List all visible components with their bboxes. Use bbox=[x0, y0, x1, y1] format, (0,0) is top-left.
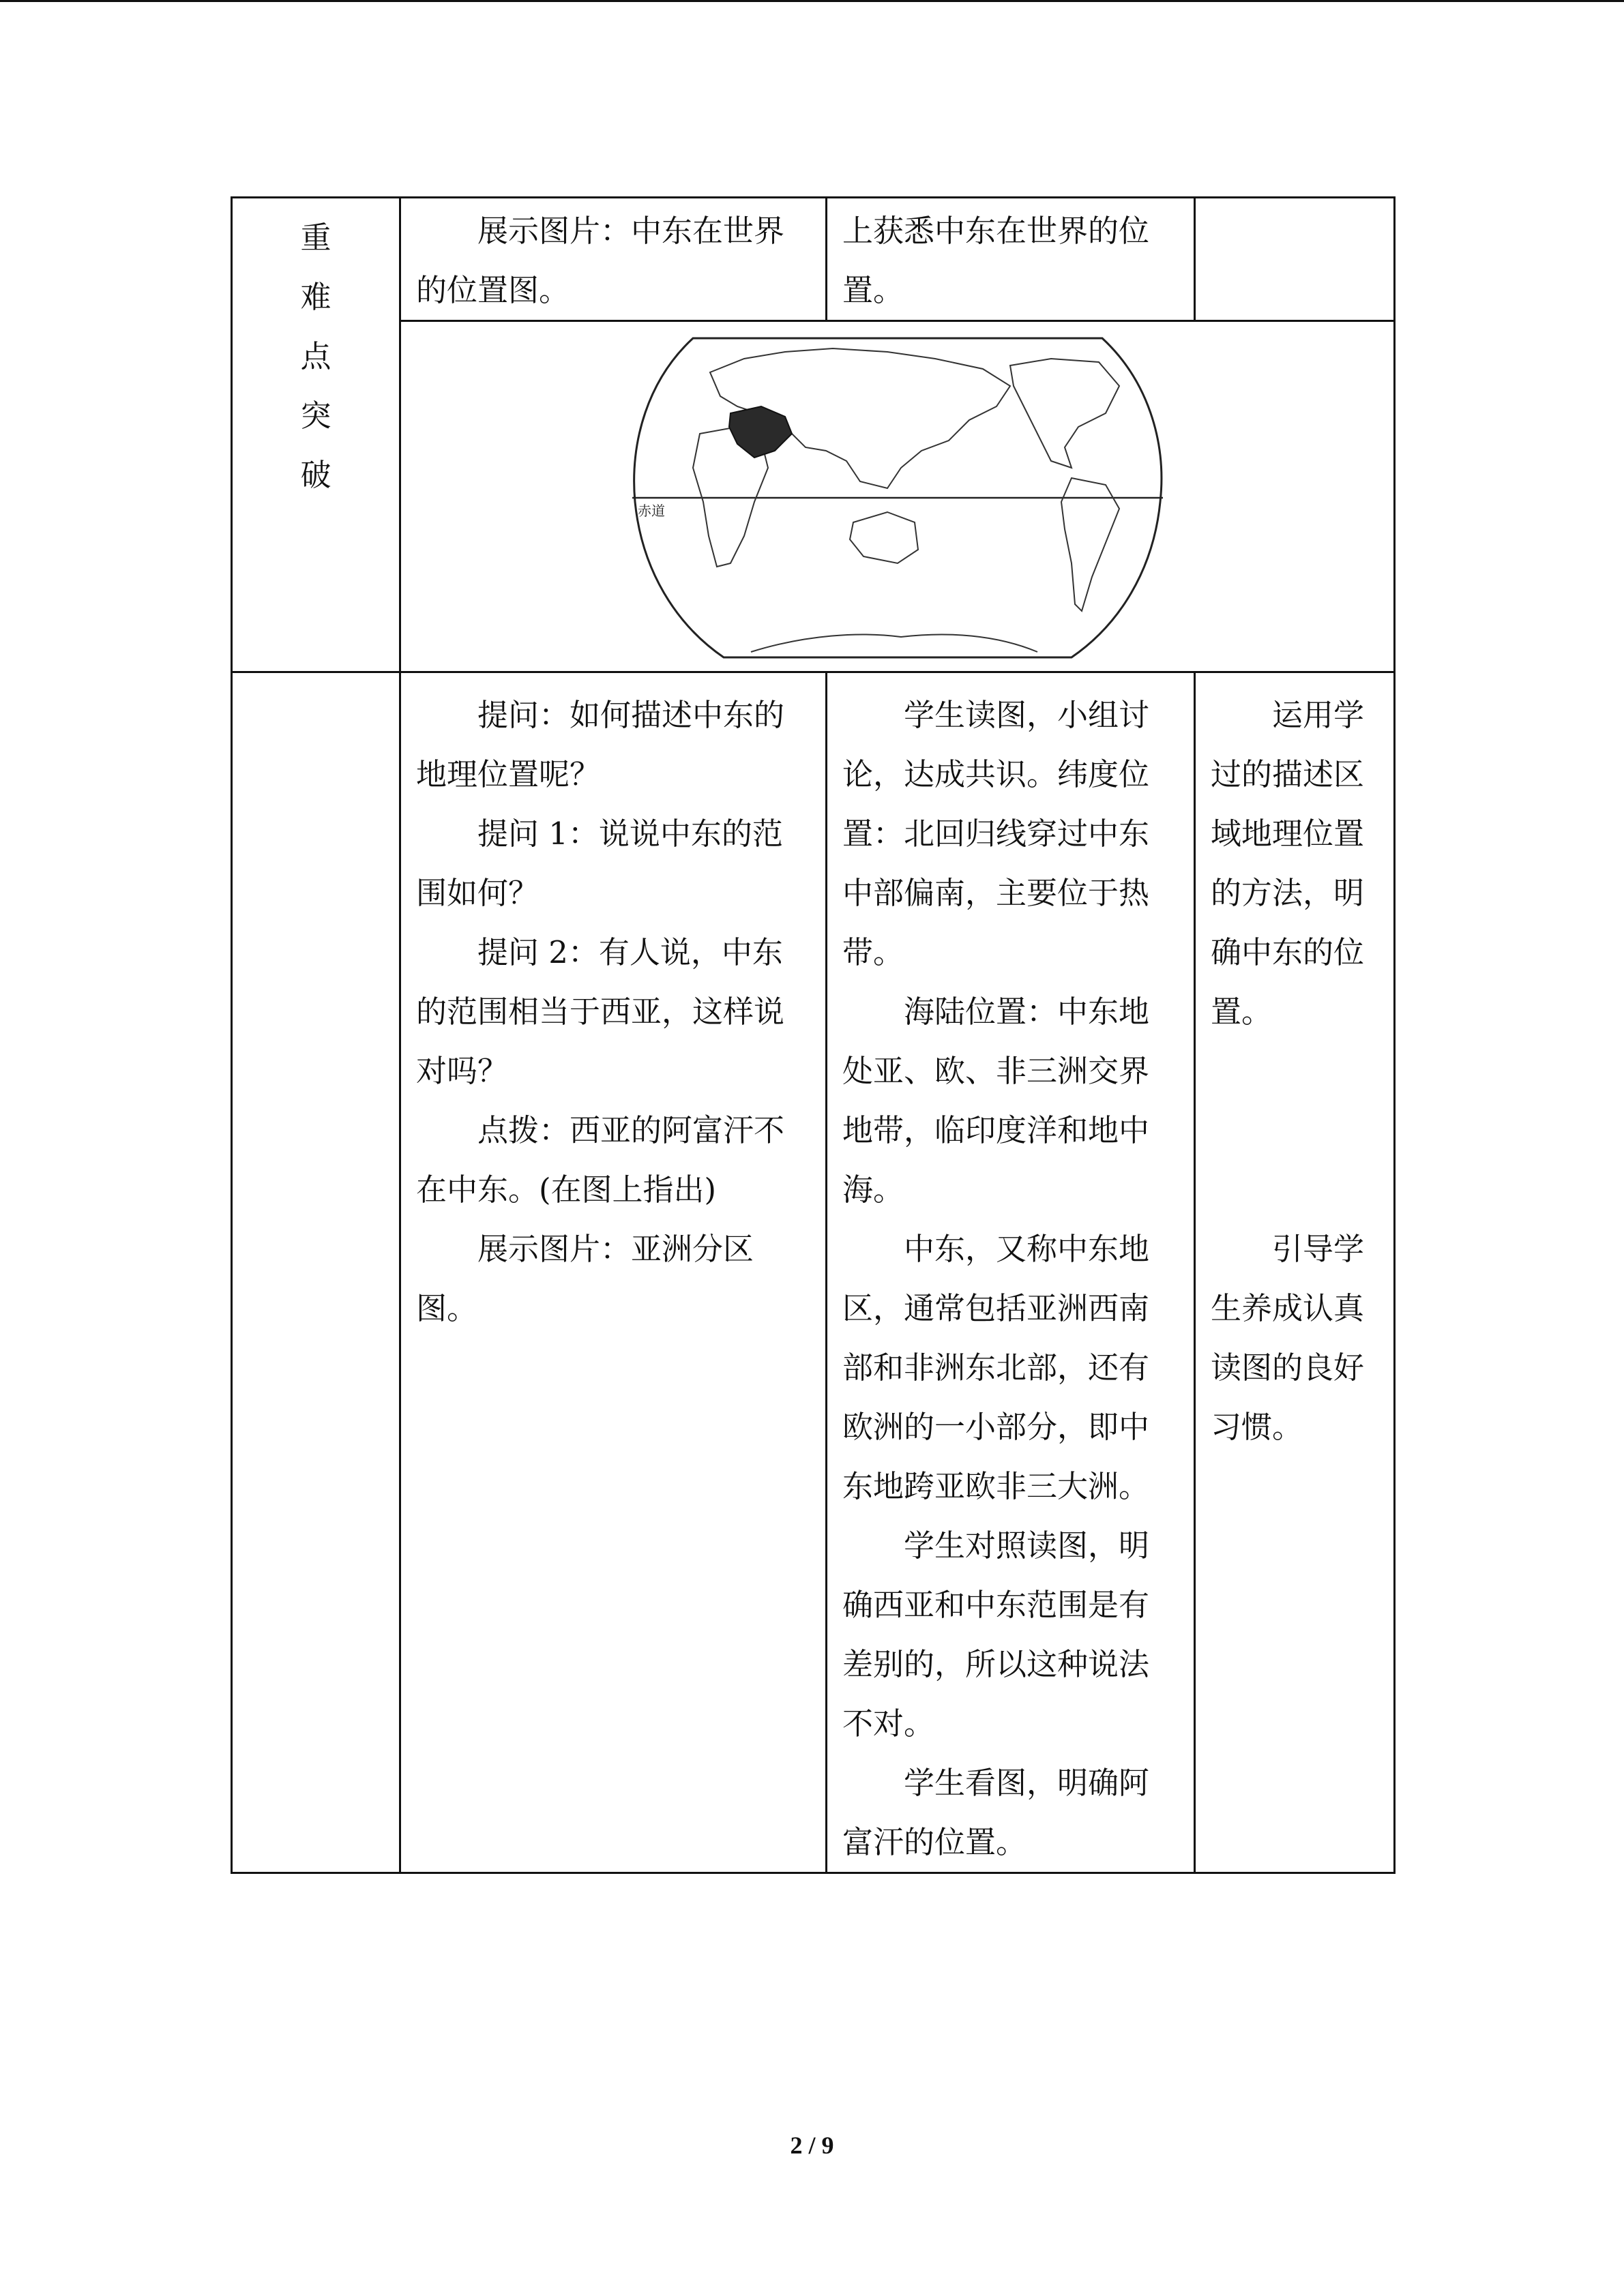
section-label-char: 点 bbox=[300, 338, 331, 374]
student-activity-cell bbox=[827, 672, 1195, 1873]
design-intent-cell bbox=[1195, 672, 1395, 1873]
teacher-activity-cell bbox=[400, 198, 827, 321]
teacher-activity-text: 点拨：西亚的阿富汗不在中东。(在图上指出) bbox=[416, 1112, 785, 1208]
teacher-activity-text: 展示图片：中东在世界的位置图。 bbox=[416, 213, 785, 308]
section-label bbox=[233, 198, 399, 505]
page-top-rule bbox=[0, 0, 1624, 2]
section-label-char: 重 bbox=[300, 220, 331, 256]
design-intent-text: 引导学生养成认真读图的良好习惯。 bbox=[1211, 1231, 1365, 1445]
page-number: 2 / 9 bbox=[790, 2132, 834, 2159]
student-activity-text: 学生读图，小组讨论，达成共识。纬度位置：北回归线穿过中东中部偏南，主要位于热带。 bbox=[842, 697, 1150, 970]
student-activity-text: 学生对照读图，明确西亚和中东范围是有差别的，所以这种说法不对。 bbox=[842, 1527, 1150, 1742]
student-activity-text: 中东，又称中东地区，通常包括亚洲西南部和非洲东北部，还有欧洲的一小部分，即中东地跨亚欧非三大洲。 bbox=[842, 1231, 1150, 1504]
table-row bbox=[232, 672, 1395, 1873]
equator-label: 赤道 bbox=[637, 503, 665, 519]
section-label-char: 突 bbox=[300, 398, 331, 434]
world-map-figure bbox=[628, 331, 1167, 664]
table-row bbox=[232, 198, 1395, 321]
student-activity-cell bbox=[827, 198, 1195, 321]
student-activity-text: 海陆位置：中东地处亚、欧、非三洲交界地带，临印度洋和地中海。 bbox=[842, 994, 1150, 1208]
teacher-activity-text: 提问 1：说说中东的范围如何？ bbox=[416, 816, 783, 911]
teacher-activity-text: 提问 2：有人说，中东的范围相当于西亚，这样说对吗？ bbox=[416, 934, 785, 1089]
lesson-table bbox=[231, 196, 1396, 1874]
design-intent-text: 运用学过的描述区域地理位置的方法，明确中东的位置。 bbox=[1211, 697, 1365, 1030]
teacher-activity-cell bbox=[400, 672, 827, 1873]
table-row bbox=[232, 321, 1395, 672]
student-activity-text: 学生看图，明确阿富汗的位置。 bbox=[842, 1765, 1150, 1860]
map-cell bbox=[400, 321, 1395, 672]
section-label-char: 难 bbox=[300, 279, 331, 315]
section-label-cell bbox=[232, 198, 400, 672]
teacher-activity-text: 展示图片：亚洲分区图。 bbox=[416, 1231, 754, 1326]
section-label-cell bbox=[232, 672, 400, 1873]
teacher-activity-text: 提问：如何描述中东的地理位置呢？ bbox=[416, 697, 785, 792]
section-label-char: 破 bbox=[300, 457, 331, 493]
design-intent-cell bbox=[1195, 198, 1395, 321]
student-activity-text: 上获悉中东在世界的位置。 bbox=[842, 213, 1150, 308]
